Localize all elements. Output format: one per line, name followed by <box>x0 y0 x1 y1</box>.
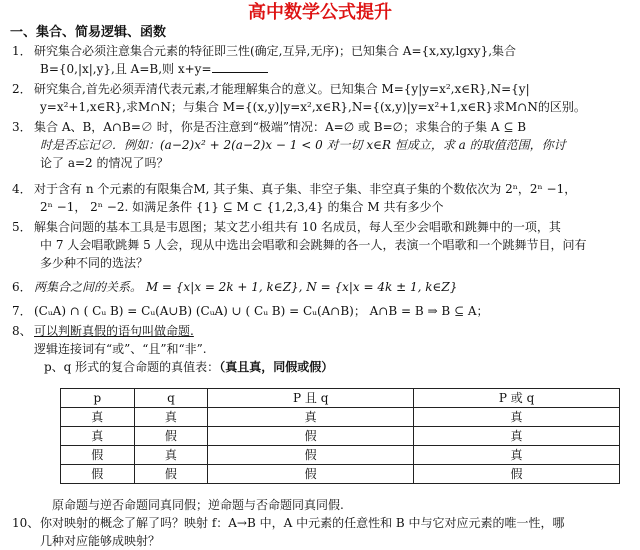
item-number: 2． <box>12 82 32 96</box>
item-number: 10、 <box>12 516 40 530</box>
item-text: 对于含有 n 个元素的有限集合M, 其子集、真子集、非空子集、非空真子集的个数依次为 2ⁿ，2ⁿ −1， <box>34 182 577 196</box>
page-title: 高中数学公式提升 <box>248 2 392 23</box>
table-header-cell: q <box>134 389 208 408</box>
table-row <box>61 465 620 484</box>
item-8 <box>12 322 630 376</box>
table-header-cell: P 且 q <box>208 389 414 408</box>
table-cell: 真 <box>61 427 135 446</box>
item-number: 4． <box>12 182 32 196</box>
table-row <box>61 427 620 446</box>
item-text: (CᵤA) ∩ ( Cᵤ B) = Cᵤ(A∪B) (CᵤA) ∪ ( Cᵤ B) = Cᵤ(A∩B)； A∩B = B ⇒ B ⊆ A； <box>34 304 489 318</box>
item-number: 6． <box>12 280 32 294</box>
item-number: 8、 <box>12 324 32 338</box>
item-text: 解集合问题的基本工具是韦恩图；某文艺小组共有 10 名成员，每人至少会唱歌和跳舞中的一项，其 <box>34 220 561 234</box>
item-number: 3． <box>12 120 32 134</box>
table-cell: 假 <box>61 446 135 465</box>
table-cell: 假 <box>134 427 208 446</box>
item-10 <box>12 514 630 550</box>
section-heading: 一、集合、简易逻辑、函数 <box>10 25 167 40</box>
table-row <box>61 446 620 465</box>
item-text: 两集合之间的关系。 M = {x|x = 2k + 1, k∈Z}, N = {x|x = 4k ± 1, k∈Z} <box>34 280 458 294</box>
item-6 <box>12 278 630 296</box>
table-cell: 假 <box>61 465 135 484</box>
item-number: 7． <box>12 304 32 318</box>
truth-table <box>60 388 620 484</box>
item-text: B={0,|x|,y},且 A=B,则 x+y= <box>40 62 212 76</box>
table-cell: 真 <box>414 446 620 465</box>
item-text: 中 7 人会唱歌跳舞 5 人会，现从中选出会唱歌和会跳舞的各一人，表演一个唱歌和一个跳舞节目，问有 <box>40 238 587 252</box>
table-cell: 真 <box>414 427 620 446</box>
item-text: 逻辑连接词有“或”、“且”和“非”. <box>34 342 207 356</box>
item-text: 几种对应能够成映射？ <box>40 534 161 548</box>
item-text: 你对映射的概念了解了吗？映射 f：A→B 中，A 中元素的任意性和 B 中与它对应元素的唯一性，哪 <box>40 516 565 530</box>
table-header-cell: p <box>61 389 135 408</box>
item-number: 5． <box>12 220 32 234</box>
item-9-note <box>52 496 622 514</box>
item-5 <box>12 218 630 272</box>
item-4 <box>12 180 630 216</box>
item-text: 多少种不同的选法？ <box>40 256 149 270</box>
table-header-row <box>61 389 620 408</box>
table-cell: 真 <box>134 408 208 427</box>
item-text: p、q 形式的复合命题的真值表： <box>44 360 220 374</box>
table-cell: 真 <box>414 408 620 427</box>
item-text: 原命题与逆否命题同真同假；逆命题与否命题同真同假. <box>52 498 344 512</box>
item-text: 时是否忘记∅．例如：(a−2)x² + 2(a−2)x − 1 < 0 对一切 x∈R 恒成立，求 a 的取值范围，你讨 <box>40 138 566 152</box>
item-text: 研究集合必须注意集合元素的特征即三性(确定,互异,无序)；已知集合 A={x,xy,lgxy},集合 <box>34 44 517 58</box>
table-cell: 真 <box>61 408 135 427</box>
item-2 <box>12 80 630 116</box>
table-cell: 真 <box>134 446 208 465</box>
table-header-cell: P 或 q <box>414 389 620 408</box>
item-text: y=x²+1,x∈R},求M∩N；与集合 M={(x,y)|y=x²,x∈R},N={(x,y)|y=x²+1,x∈R}求M∩N的区别。 <box>40 100 586 114</box>
table-cell: 假 <box>134 465 208 484</box>
item-text: 2ⁿ −1， 2ⁿ −2. 如满足条件 {1} ⊆ M ⊂ {1,2,3,4} 的集合 M 共有多少个 <box>40 200 444 214</box>
table-cell: 假 <box>208 427 414 446</box>
table-row <box>61 408 620 427</box>
item-text: 可以判断真假的语句叫做命题. <box>34 324 194 338</box>
table-cell: 假 <box>414 465 620 484</box>
table-cell: 假 <box>208 446 414 465</box>
item-1 <box>12 42 630 78</box>
item-text: 研究集合,首先必须弄清代表元素,才能理解集合的意义。已知集合 M={y|y=x²,x∈R},N={y| <box>34 82 530 96</box>
item-7 <box>12 302 630 320</box>
table-cell: 假 <box>208 465 414 484</box>
item-3 <box>12 118 630 172</box>
item-text: 论了 a=2 的情况了吗？ <box>40 156 169 170</box>
table-cell: 真 <box>208 408 414 427</box>
item-number: 1． <box>12 44 32 58</box>
item-text-bold: （真且真，同假或假） <box>219 360 334 374</box>
answer-blank <box>212 60 268 73</box>
item-text: 集合 A、B，A∩B=∅ 时，你是否注意到“极端”情况：A=∅ 或 B=∅；求集合的子集 A ⊆ B <box>34 120 527 134</box>
